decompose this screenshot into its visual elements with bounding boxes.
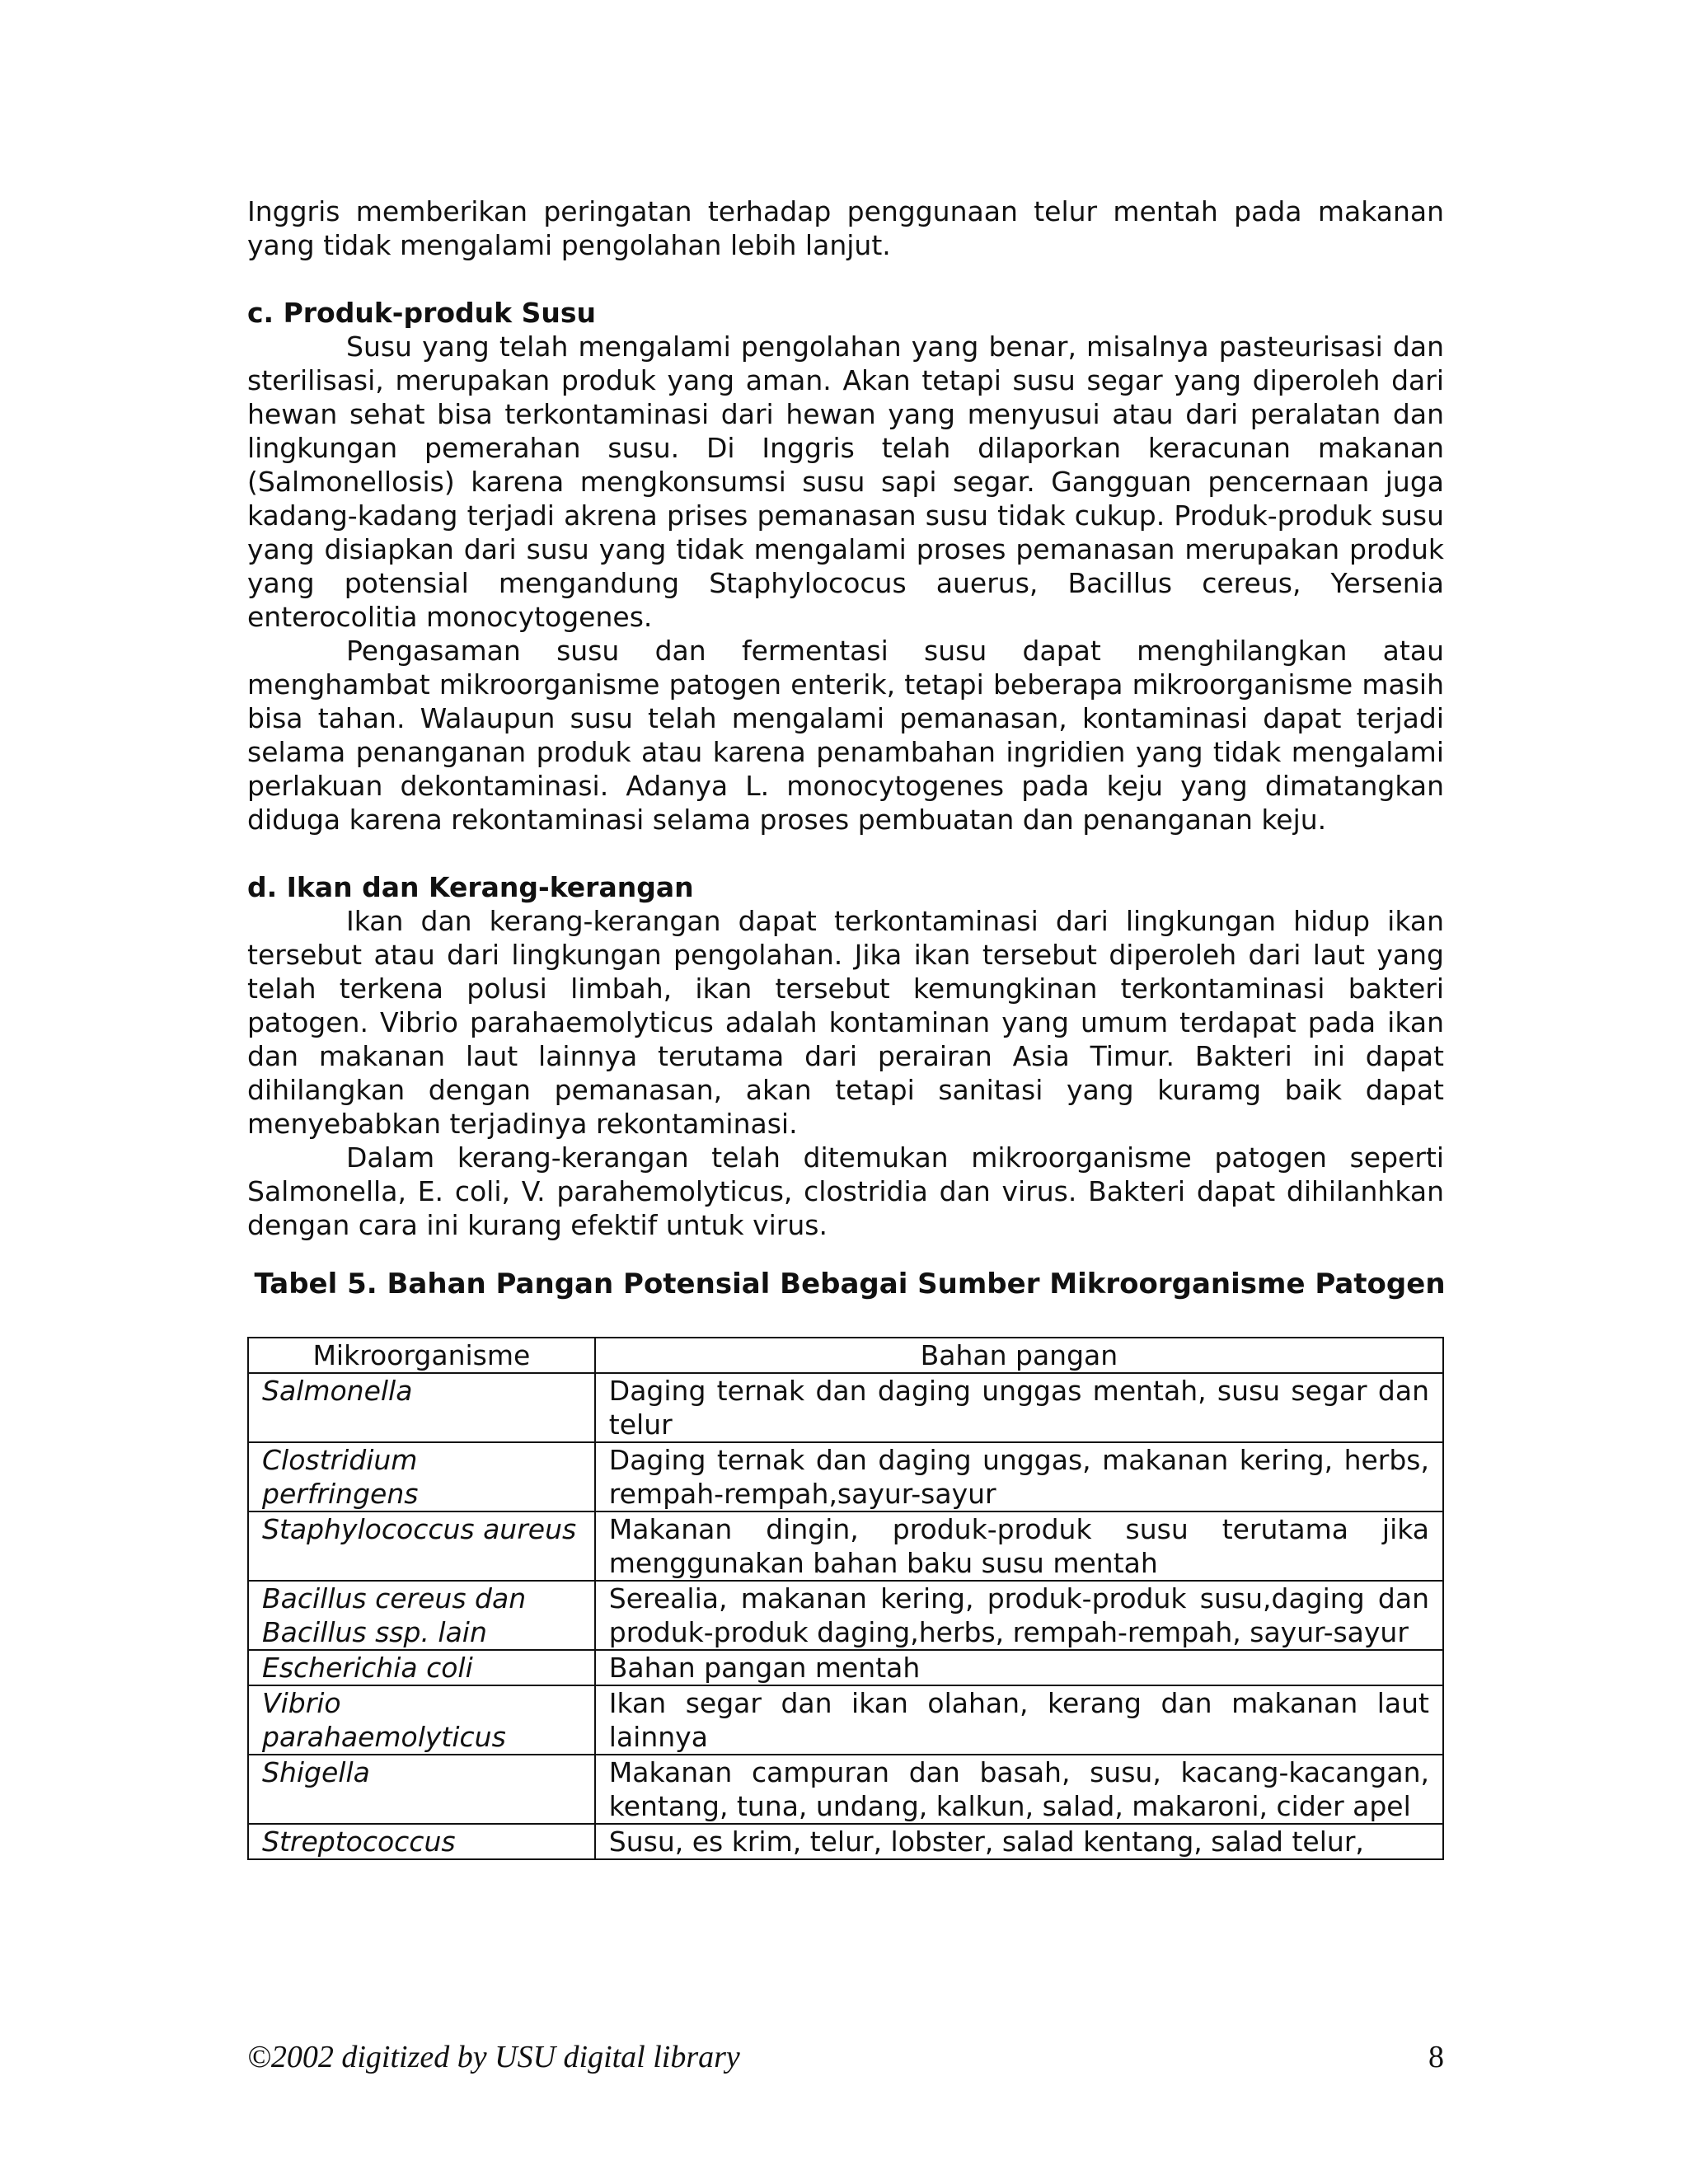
organism-cell: Clostridium perfringens <box>248 1442 595 1511</box>
organism-cell: Bacillus cereus dan Bacillus ssp. lain <box>248 1581 595 1650</box>
food-cell: Ikan segar dan ikan olahan, kerang dan makanan laut lainnya <box>595 1685 1443 1755</box>
table-row <box>248 1442 1443 1511</box>
food-cell: Makanan campuran dan basah, susu, kacang-kacangan, kentang, tuna, undang, kalkun, salad, makaroni, cider apel <box>595 1755 1443 1824</box>
food-cell: Susu, es krim, telur, lobster, salad kentang, salad telur, <box>595 1824 1443 1859</box>
food-cell: Serealia, makanan kering, produk-produk susu,daging dan produk-produk daging,herbs, rempah-rempah, sayur-sayur <box>595 1581 1443 1650</box>
organism-cell: Shigella <box>248 1755 595 1824</box>
table-row <box>248 1373 1443 1442</box>
table-row <box>248 1581 1443 1650</box>
table-row <box>248 1650 1443 1685</box>
page-footer <box>247 2039 1444 2075</box>
organism-cell: Salmonella <box>248 1373 595 1442</box>
table-row <box>248 1685 1443 1755</box>
organism-cell: Escherichia coli <box>248 1650 595 1685</box>
section-c-paragraph-2: Pengasaman susu dan fermentasi susu dapat menghilangkan atau menghambat mikroorganisme patogen enterik, tetapi beberapa mikroorganisme masih bisa tahan. Walaupun susu telah mengalami pemanasan, kontaminasi dapat terjadi selama penanganan produk atau karena penambahan ingridien yang tidak mengalami perlakuan dekontaminasi. Adanya L. monocytogenes pada keju yang dimatangkan diduga karena rekontaminasi selama proses pembuatan dan penanganan keju. <box>247 635 1444 836</box>
table-row <box>248 1824 1443 1859</box>
section-d-heading: d. Ikan dan Kerang-kerangan <box>247 871 694 903</box>
table-title: Tabel 5. Bahan Pangan Potensial Bebagai Sumber Mikroorganisme Patogen <box>254 1268 1446 1301</box>
column-header-bahan-pangan: Bahan pangan <box>595 1338 1443 1373</box>
food-cell: Makanan dingin, produk-produk susu terutama jika menggunakan bahan baku susu mentah <box>595 1511 1443 1581</box>
table-row <box>248 1511 1443 1581</box>
organism-cell: Streptococcus <box>248 1824 595 1859</box>
organism-cell: Vibrio parahaemolyticus <box>248 1685 595 1755</box>
page-number: 8 <box>1428 2040 1444 2074</box>
section-c-heading: c. Produk-produk Susu <box>247 297 596 329</box>
table-header-row <box>248 1338 1443 1373</box>
intro-paragraph: Inggris memberikan peringatan terhadap penggunaan telur mentah pada makanan yang tidak mengalami pengolahan lebih lanjut. <box>247 195 1444 261</box>
column-header-mikroorganisme: Mikroorganisme <box>248 1338 595 1373</box>
footer-credit: ©2002 digitized by USU digital library <box>247 2040 740 2074</box>
table-row <box>248 1755 1443 1824</box>
section-d-paragraph-1: Ikan dan kerang-kerangan dapat terkontaminasi dari lingkungan hidup ikan tersebut atau dari lingkungan pengolahan. Jika ikan tersebut diperoleh dari laut yang telah terkena polusi limbah, ikan tersebut kemungkinan terkontaminasi bakteri patogen. Vibrio parahaemolyticus adalah kontaminan yang umum terdapat pada ikan dan makanan laut lainnya terutama dari perairan Asia Timur. Bakteri ini dapat dihilangkan dengan pemanasan, akan tetapi sanitasi yang kuramg baik dapat menyebabkan terjadinya rekontaminasi. <box>247 905 1444 1140</box>
section-c-paragraph-1: Susu yang telah mengalami pengolahan yang benar, misalnya pasteurisasi dan sterilisasi, merupakan produk yang aman. Akan tetapi susu segar yang diperoleh dari hewan sehat bisa terkontaminasi dari hewan yang menyusui atau dari peralatan dan lingkungan pemerahan susu. Di Inggris telah dilaporkan keracunan makanan (Salmonellosis) karena mengkonsumsi susu sapi segar. Gangguan pencernaan juga kadang-kadang terjadi akrena prises pemanasan susu tidak cukup. Produk-produk susu yang disiapkan dari susu yang tidak mengalami proses pemanasan merupakan produk yang potensial mengandung Staphylococus auerus, Bacillus cereus, Yersenia enterocolitia monocytogenes. <box>247 330 1444 633</box>
pathogen-food-table <box>247 1337 1444 1860</box>
food-cell: Daging ternak dan daging unggas mentah, susu segar dan telur <box>595 1373 1443 1442</box>
food-cell: Daging ternak dan daging unggas, makanan kering, herbs, rempah-rempah,sayur-sayur <box>595 1442 1443 1511</box>
food-cell: Bahan pangan mentah <box>595 1650 1443 1685</box>
section-d-paragraph-2: Dalam kerang-kerangan telah ditemukan mikroorganisme patogen seperti Salmonella, E. coli, V. parahemolyticus, clostridia dan virus. Bakteri dapat dihilanhkan dengan cara ini kurang efektif untuk virus. <box>247 1141 1444 1241</box>
organism-cell: Staphylococcus aureus <box>248 1511 595 1581</box>
page-content <box>247 194 1444 1860</box>
